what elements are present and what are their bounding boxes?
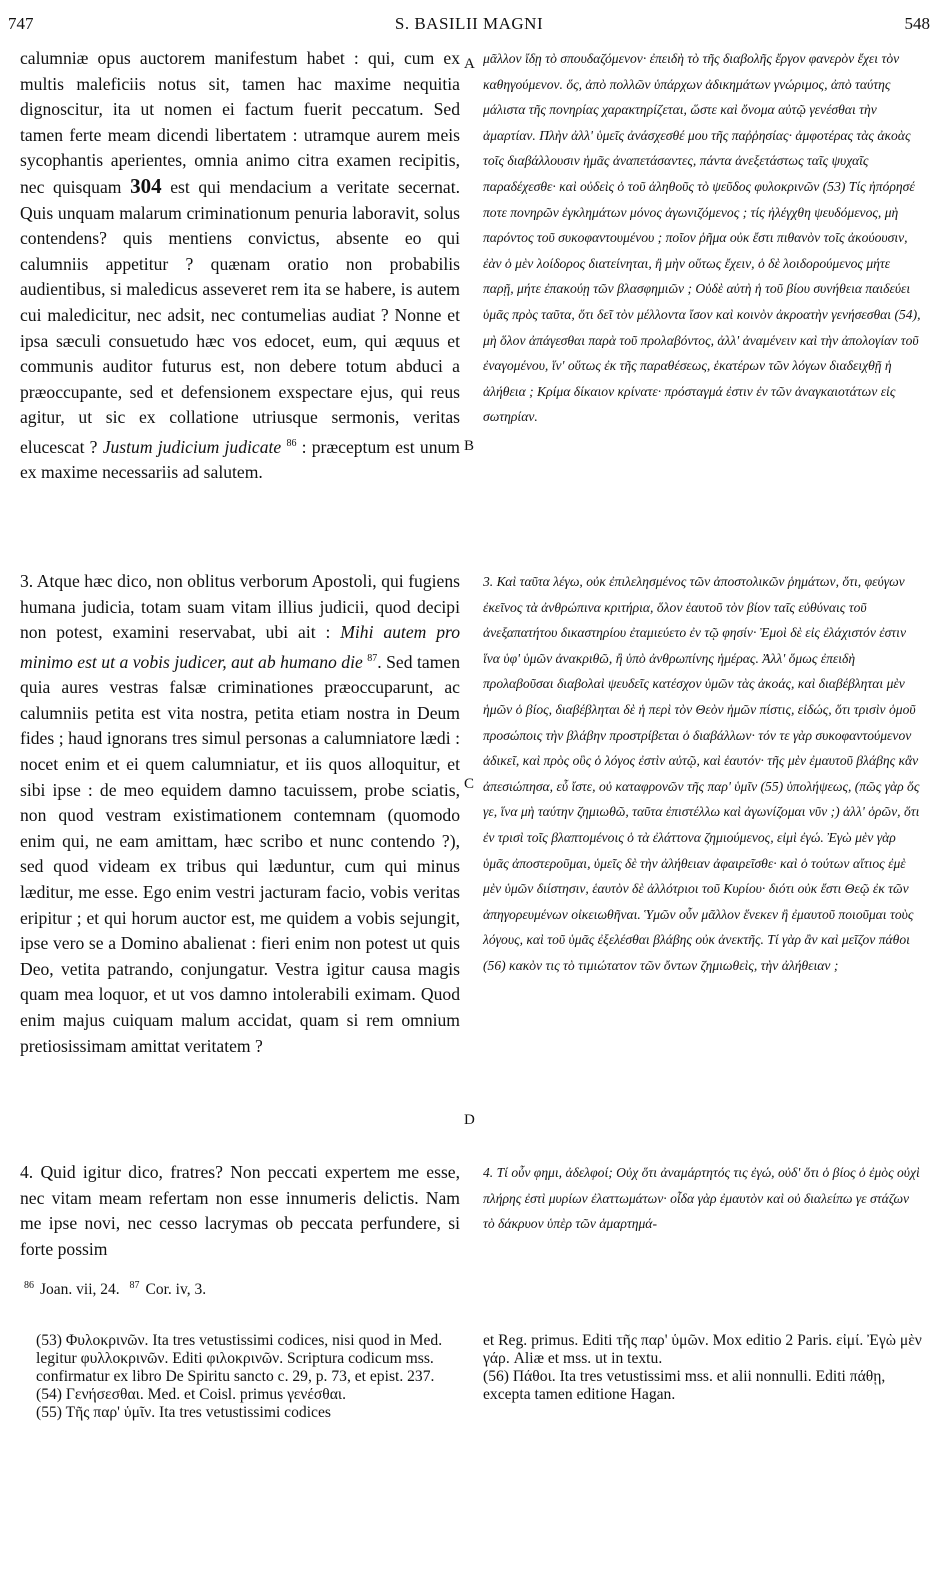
latin-section-3 bbox=[20, 569, 460, 1059]
page-title: S. BASILII MAGNI bbox=[394, 14, 544, 33]
footnote-ref-87: 87 bbox=[367, 652, 378, 664]
note-55-continued: et Reg. primus. Editi τῆς παρ' ὑμῶν. Mox editio 2 Paris. εἰμί. Ἐγὼ μὲν γάρ. Aliæ et mss. ut in textu. bbox=[483, 1332, 922, 1367]
latin-paragraph-3: 4. Quid igitur dico, fratres? Non peccati expertem me esse, nec vitam meam refertam non esse innumeris delictis. Nam me ipse novi, nec cesso lacrymas ob peccata perfundere, si forte possim bbox=[20, 1162, 460, 1259]
margin-marker-b: B bbox=[464, 438, 475, 454]
column-number: 304 bbox=[130, 173, 162, 198]
running-header bbox=[8, 14, 930, 40]
footnote-mark-86: 86 bbox=[24, 1280, 34, 1291]
margin-marker-d: D bbox=[464, 1112, 475, 1128]
greek-section-3 bbox=[483, 569, 923, 979]
page-number-right: 548 bbox=[904, 14, 930, 33]
latin-paragraph-1: calumniæ opus auctorem manifestum habet : qui, cum ex multis maleficiis notus sit, tamen hac maxime nequitia dignoscitur, ita ut nomen ei factum fuerit peccatum. Sed tamen ferte meam dicendi libertatem : utramque aurem meis sycophantis aperientes, omnia animo citra examen recipitis, nec quisquam 304 est qui mendacium a veritate secernat. Quis unquam malarum criminationum penuria laboravit, solus contendens? quis mentiens convictus, absente eo qui calumniis appetitur ? quænam oratio non probabilis audientibus, si maledicus asseveret rem ita se habere, is autem cui maledicitur, nec adsit, nec contumelias audiat ? Nonne et ipsa sæculi consuetudo hæc vos edocet, eum, qui æquus et communis auditor futurus est, non debere totum abduci a præoccupante, sed et defensionem exspectare ejus, qui reus agitur, ut sic ex collatione utriusque sermonis, veritas elucescat ? Justum judicium judicate $^{86}$ : præceptum est unum ex maxime necessariis ad salutem. bbox=[20, 48, 460, 483]
note-55: (55) Τῆς παρ' ὑμῖν. Ita tres vetustissimi codices bbox=[36, 1404, 331, 1421]
margin-marker-c: C bbox=[464, 776, 475, 792]
greek-paragraph-2: 3. Καὶ ταῦτα λέγω, οὐκ ἐπιλελησμένος τῶν ἀποστολικῶν ῥημάτων, ὅτι, φεύγων ἐκεῖνος τὰ ἀνθρώπινα κριτήρια, ὅλον ἑαυτοῦ τὸν βίον ταῖς εὐθύναις τοῦ ἀνεξαπατήτου δικαστηρίου ἐταμιεύετο ἐν τῷ φησίν· Ἐμοὶ δὲ εἰς ἐλάχιστόν ἐστιν ἵνα ὑφ' ὑμῶν ἀνακριθῶ, ἢ ὑπὸ ἀνθρωπίνης ἡμέρας. Ἀλλ' ὅμως ἐπειδὴ προλαβοῦσαι διαβολαὶ ψευδεῖς κατέσχον ὑμῶν τὰς ἀκοάς, καὶ διαβέβληται μὲν ἡμῶν ὁ βίος, διαβέβληται δὲ ἡ περὶ τὸν Θεὸν ἡμῶν πίστις, εἰδώς, ὅτι τρισὶν ὁμοῦ προσώποις τὴν βλάβην προστρίβεται ὁ διαβάλλων· τόν τε γὰρ συκοφαντούμενον ἀδικεῖ, καὶ πρὸς οὓς ὁ λόγος ἐστὶν αὐτῷ, καὶ ἑαυτόν· τῆς μὲν ἐμαυτοῦ βλάβης κἂν ἀπεσιώπησα, εὖ ἴστε, οὐ καταφρονῶν τῆς παρ' ὑμῖν (55) ὑπολήψεως, (πῶς γὰρ ὅς γε, ἵνα μὴ ταύτην ζημιωθῶ, ταῦτα ἐπιστέλλω καὶ ἀγωνίζομαι νῦν ;) ἀλλ' ὁρῶν, ὅτι ἐν τρισὶ τοῖς βλαπτομένοις ὁ τὰ ἐλάττονα ζημιούμενος, εἰμὶ ἐγώ. Ἐγὼ μὲν γὰρ ὑμᾶς ἀποστεροῦμαι, ὑμεῖς δὲ τὴν ἀλήθειαν ἀφαιρεῖσθε· καὶ ὁ τούτων αἴτιος ἐμὲ μὲν ὑμῶν διίστησιν, ἑαυτὸν δὲ ἀλλότριοι τοῦ Κυρίου· διότι οὐκ ἔστι Θεῷ ἐκ τῶν ἀπηγορευμένων οἰκειωθῆναι. Ὑμῶν οὖν μᾶλλον ἕνεκεν ἢ ἐμαυτοῦ ποιοῦμαι τοὺς λόγους, καὶ τοῦ ὑμᾶς ἐξελέσθαι βλάβης οὐκ ἀνεκτῆς. Τί γὰρ ἂν καὶ μεῖζον πάθοι (56) κακὸν τις τὸ τιμιώτατον τῶν ὄντων ζημιωθεὶς, τὴν ἀλήθειαν ; bbox=[483, 574, 920, 973]
margin-marker-a: A bbox=[464, 56, 475, 72]
scripture-footnotes bbox=[24, 1280, 212, 1299]
greek-paragraph-3: 4. Τί οὖν φημι, ἀδελφοί; Οὐχ ὅτι ἀναμάρτητός τις ἐγώ, οὐδ' ὅτι ὁ βίος ὁ ἐμὸς οὐχὶ πλήρης ἐστὶ μυρίων ἐλαττωμάτων· οἶδα γὰρ ἐμαυτὸν καὶ οὐ διαλείπω γε στάζων τὸ δάκρυον ὑπὲρ τῶν ἁμαρτημά- bbox=[483, 1165, 920, 1232]
footnote-ref-86: 86 bbox=[286, 437, 297, 449]
note-53: (53) Φυλοκρινῶν. Ita tres vetustissimi codices, nisi quod in Med. legitur φυλλοκρινῶν. Editi φιλοκρινῶν. Scriptura codicum mss. confirmatur ex libro De Spiritu sancto c. 29, p. 73, et epist. 237. bbox=[36, 1332, 443, 1385]
latin-paragraph-2: 3. Atque hæc dico, non oblitus verborum Apostoli, qui fugiens humana judicia, totam suam vitam illius judicii, quod decipi non potest, examini reservabat, ubi ait : Mihi autem pro minimo est ut a vobis judicer, aut ab humano die $^{87}$. Sed tamen quia aures vestras falsæ criminationes præoccuparunt, ac calumniis petita est vita nostra, petita etiam nostra in Deum fides ; haud ignorans tres simul personas a calumniatore lædi : nocet enim et ei quem calumniatur, et iis quos alloquitur, et sibi ipse : de meo equidem damno tacuissem, probe sciatis, non quod vestram existimationem contemnam (quomodo enim qui, ne eam amittam, hæc scribo et nunc contendo ?), sed quod videam ex tribus qui læduntur, cum qui minus læditur, me esse. Ego enim vestri jacturam facio, vobis veritas eripitur ; et qui horum auctor est, me quidem a vobis sejungit, ipse vero se a Domino abalienat : fieri enim non potest ut quis Deo, vetita patrando, conjungatur. Vestra igitur causa magis quam mea loquor, et ut vos damno intolerabili eximam. Quod enim majus cuiquam malum accidat, quam si rem omnium pretiosissimam amittat veritatem ? bbox=[20, 571, 460, 1056]
greek-section-4 bbox=[483, 1160, 923, 1237]
footnote-87-text: Cor. iv, 3. bbox=[145, 1281, 207, 1299]
footnote-mark-87: 87 bbox=[129, 1280, 140, 1291]
note-54: (54) Γενήσεσθαι. Med. et Coisl. primus γενέσθαι. bbox=[36, 1386, 347, 1403]
critical-notes-left bbox=[36, 1332, 456, 1422]
scripture-quote: Mihi autem pro minimo est ut a vobis judicer, aut ab humano die bbox=[20, 622, 460, 672]
page-number-left: 747 bbox=[8, 14, 34, 33]
footnote-86-text: Joan. vii, 24. bbox=[40, 1281, 120, 1299]
scripture-quote: Justum judicium judicate bbox=[102, 436, 282, 457]
greek-paragraph-1: μᾶλλον ἴδῃ τὸ σπουδαζόμενον· ἐπειδὴ τὸ τῆς διαβολῆς ἔργον φανερὸν ἔχει τὸν καθηγούμενον. ὅς, ἀπὸ πολλῶν ὑπάρχων ἀδικημάτων γνώριμος, ἀπὸ ταύτης μάλιστα τῆς πονηρίας χαρακτηρίζεται, ὥστε καὶ ὄνομα αὐτῷ γενέσθαι τὴν ἁμαρτίαν. Πλὴν ἀλλ' ὑμεῖς ἀνάσχεσθέ μου τῆς παῤῥησίας· ἀμφοτέρας τὰς ἀκοὰς τοῖς διαβάλλουσιν ἡμᾶς ἀναπετάσαντες, πάντα ἀνεξετάστως ταῖς ψυχαῖς παραδέχεσθε· καὶ οὐδεὶς ὁ τοῦ ἀληθοῦς τὸ ψεῦδος φυλοκρινῶν (53) Τίς ἠπόρησέ ποτε πονηρῶν ἐγκλημάτων μόνος ἀγωνιζόμενος ; τίς ἠλέγχθη ψευδόμενος, μὴ παρόντος τοῦ συκοφαντουμένου ; ποῖον ῥῆμα οὐκ ἔστι πιθανὸν τοῖς ἀκούουσιν, ἐὰν ὁ μὲν λοίδορος διατείνηται, ἢ μὴν οὕτως ἔχειν, ὁ δὲ λοιδορούμενος μήτε παρῇ, μήτε ἐπακούῃ τῶν βλασφημιῶν ; Οὐδὲ αὐτὴ ἡ τοῦ βίου συνήθεια παιδεύει ὑμᾶς πρὸς ταῦτα, ὅτι δεῖ τὸν μέλλοντα ἴσον καὶ κοινὸν ἀκροατὴν γενήσεσθαι (54), μὴ ὅλον ἀπάγεσθαι παρὰ τοῦ προλαβόντος, ἀλλ' ἀναμένειν καὶ τὴν ἀπολογίαν τοῦ ἐναγομένου, ἵν' οὕτως ἐκ τῆς παραθέσεως, ἑκατέρων τῶν λόγων διαδειχθῇ ἡ ἀλήθεια ; Κρίμα δίκαιον κρίνατε· πρόσταγμά ἐστιν ἐν τῶν ἀναγκαιοτάτων εἰς σωτηρίαν. bbox=[483, 51, 921, 425]
latin-section-4 bbox=[20, 1160, 460, 1262]
critical-notes-right bbox=[483, 1332, 923, 1404]
note-56: (56) Πάθοι. Ita tres vetustissimi mss. et alii nonnulli. Editi πάθῃ, excepta tamen editione Hagan. bbox=[483, 1368, 886, 1403]
latin-column bbox=[20, 46, 460, 486]
greek-column bbox=[483, 46, 923, 430]
